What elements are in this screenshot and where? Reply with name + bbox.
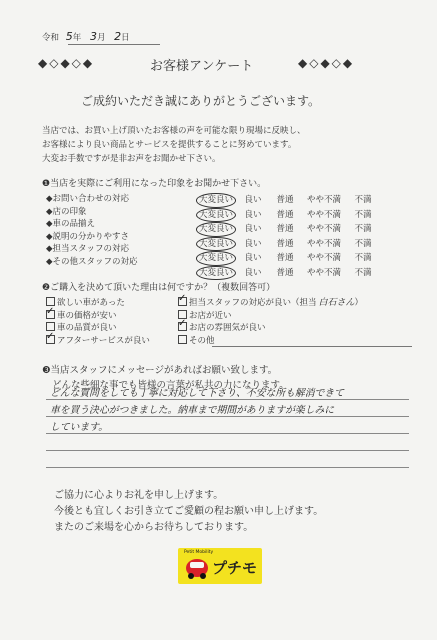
q1-option[interactable]: 不満 <box>354 253 372 263</box>
logo-tagline: Petit Mobility <box>184 550 214 555</box>
q1-option[interactable]: 普通 <box>276 195 294 205</box>
reason-option[interactable] <box>46 322 150 335</box>
checkbox-checked[interactable] <box>178 322 187 331</box>
date-header <box>42 30 130 43</box>
reason-label: お店が近い <box>189 310 232 321</box>
reason-option[interactable] <box>178 310 363 323</box>
q1-option[interactable]: 良い <box>244 267 262 278</box>
q1-option[interactable]: 普通 <box>276 224 294 234</box>
q1-option[interactable]: やや不満 <box>306 224 341 234</box>
q1-option[interactable]: 良い <box>244 253 262 263</box>
checkbox-checked[interactable] <box>46 335 55 344</box>
intro-line: 当店では、お買い上げ頂いたお客様の声を可能な限り現場に反映し、 <box>42 126 306 136</box>
q2-title: ❷ご購入を決めて頂いた理由は何ですか？（複数回答可） <box>42 283 276 293</box>
day-unit: 日 <box>121 33 130 43</box>
month-value: 3 <box>89 30 97 43</box>
q1-scale-row <box>196 222 378 237</box>
q1-scale <box>196 193 378 280</box>
message-rule <box>46 467 409 468</box>
q1-item-label: ◆車の品揃え <box>46 219 96 229</box>
q1-option-selected[interactable]: 大変良い <box>196 266 236 281</box>
q1-item-label: ◆担当スタッフの対応 <box>46 244 130 254</box>
car-icon <box>184 556 210 580</box>
q1-option[interactable]: 不満 <box>354 238 372 249</box>
reason-option[interactable] <box>178 297 363 310</box>
checkbox[interactable] <box>178 335 187 344</box>
other-underline <box>212 346 412 347</box>
reason-label: アフターサービスが良い <box>57 335 150 346</box>
q1-option[interactable]: 不満 <box>354 224 372 234</box>
message-rule <box>46 399 409 400</box>
q1-option-selected[interactable]: 大変良い <box>196 237 236 252</box>
date-underline <box>68 44 160 45</box>
closing-line: ご協力に心よりお礼を申し上げます。 <box>54 490 224 501</box>
q3-subtitle: どんな些細な事でも皆様の言葉が私共の力になります。 <box>52 380 289 391</box>
checkbox-checked[interactable] <box>46 310 55 319</box>
q1-option-selected[interactable]: 大変良い <box>196 208 236 223</box>
q1-option-selected[interactable]: 大変良い <box>196 222 236 237</box>
reason-label-close: ） <box>354 298 364 308</box>
q1-item-label: ◆お問い合わせの対応 <box>46 194 130 204</box>
q1-item-label: ◆説明の分かりやすさ <box>46 231 130 242</box>
decor-right: ◆◇◆◇◆ <box>298 56 355 70</box>
reason-option[interactable] <box>46 335 150 348</box>
brand-logo <box>178 548 262 584</box>
reason-label: 車の価格が安い <box>57 310 117 321</box>
message-line: 車を買う決心がつきました。納車まで期間がありますが楽しみに <box>50 405 335 416</box>
closing-line: またのご来場を心からお待ちしております。 <box>54 522 254 533</box>
q1-item-label: ◆店の印象 <box>46 206 87 217</box>
q1-option[interactable]: やや不満 <box>306 209 341 220</box>
message-rule <box>46 450 409 451</box>
logo-name: プチモ <box>212 559 258 577</box>
q3-title: ❸当店スタッフにメッセージがあればお願い致します。 <box>42 365 278 376</box>
q1-scale-row <box>196 208 378 223</box>
reason-label: その他 <box>189 335 215 346</box>
message-line: しています。 <box>50 422 108 433</box>
reason-option[interactable] <box>46 310 150 323</box>
year-unit: 年 <box>72 33 82 43</box>
q1-option[interactable]: やや不満 <box>306 195 341 205</box>
q1-scale-row <box>196 193 378 208</box>
q1-option[interactable]: やや不満 <box>306 267 341 278</box>
q1-scale-row <box>196 266 378 281</box>
message-line: どんな質問をしても丁寧に対応して下さり、不安な所も解消できて <box>50 388 344 399</box>
q1-option[interactable]: 普通 <box>276 267 294 278</box>
day-value: 2 <box>114 30 122 43</box>
q1-option[interactable]: 不満 <box>354 195 372 205</box>
q1-option[interactable]: 普通 <box>276 209 294 220</box>
q1-scale-row <box>196 237 378 252</box>
q1-option[interactable]: 普通 <box>276 238 294 249</box>
reason-option[interactable] <box>46 297 150 310</box>
intro-line: 大変お手数ですが是非お声をお聞かせ下さい。 <box>42 154 221 164</box>
q2-right-column <box>178 297 363 347</box>
year-value: 5 <box>65 30 73 43</box>
page-title: お客様アンケート <box>150 59 254 74</box>
closing-line: 今後とも宜しくお引き立てご愛顧の程お願い申し上げます。 <box>54 506 324 517</box>
q1-item-label: ◆その他スタッフの対応 <box>46 256 138 267</box>
q1-option-selected[interactable]: 大変良い <box>196 193 236 208</box>
q1-labels <box>46 193 138 268</box>
checkbox-checked[interactable] <box>178 297 187 306</box>
reason-label: 担当スタッフの対応が良い（担当 <box>189 298 317 308</box>
q1-option[interactable]: 普通 <box>276 253 294 263</box>
q1-option[interactable]: 不満 <box>354 209 372 220</box>
reason-label: お店の雰囲気が良い <box>189 323 266 333</box>
reason-label: 車の品質が良い <box>57 323 117 333</box>
q1-option[interactable]: 不満 <box>354 267 372 278</box>
q1-option-selected[interactable]: 大変良い <box>196 251 236 266</box>
q1-option[interactable]: やや不満 <box>306 253 341 263</box>
message-rule <box>46 416 409 417</box>
q2-left-column <box>46 297 150 347</box>
reason-option[interactable] <box>178 322 363 335</box>
reason-label: 欲しい車があった <box>57 298 125 308</box>
q1-option[interactable]: 良い <box>244 195 262 205</box>
q1-title: ❶当店を実際にご利用になった印象をお聞かせ下さい。 <box>42 179 267 189</box>
month-unit: 月 <box>96 33 106 43</box>
q1-option[interactable]: 良い <box>244 224 262 234</box>
staff-name: 白石さん <box>318 298 355 308</box>
intro-text <box>42 124 306 166</box>
message-rule <box>46 433 409 434</box>
closing-text <box>54 488 323 536</box>
era: 令和 <box>42 33 60 43</box>
q1-option[interactable]: 良い <box>244 209 262 220</box>
intro-line: お客様により良い商品とサービスを提供することに努めています。 <box>42 140 297 150</box>
q1-option[interactable]: やや不満 <box>306 238 341 249</box>
q1-option[interactable]: 良い <box>244 238 262 249</box>
decor-left: ◆◇◆◇◆ <box>38 56 95 70</box>
q1-scale-row <box>196 251 378 266</box>
thanks-text: ご成約いただき誠にありがとうございます。 <box>81 94 321 108</box>
